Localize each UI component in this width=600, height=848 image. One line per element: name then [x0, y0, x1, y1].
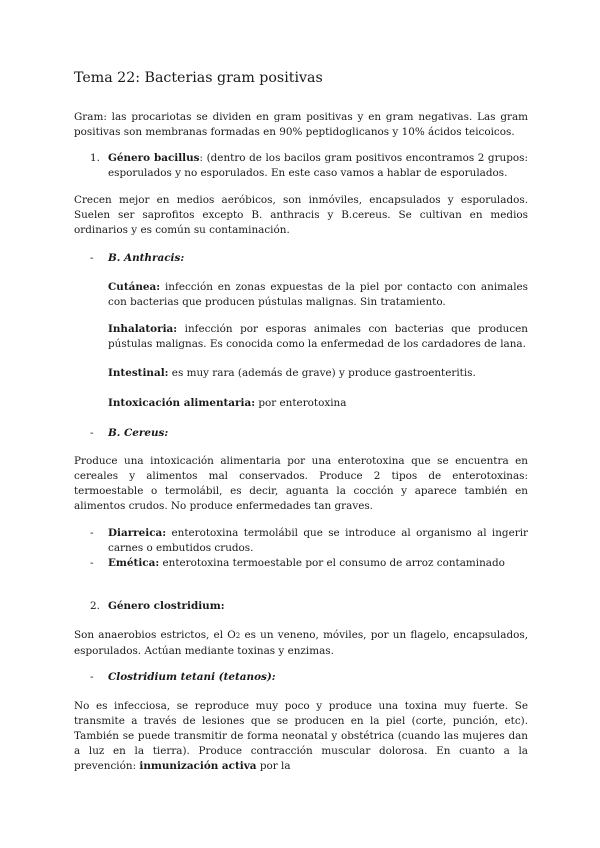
- anthracis-item-inhalatoria: [108, 322, 528, 352]
- section2-heading-line: [108, 599, 528, 614]
- tetani-text: por la: [256, 760, 291, 772]
- tetani-bold: inmunización activa: [139, 760, 257, 772]
- cereus-item-text: enterotoxina termolábil que se introduce al organismo al ingerir carnes o embutidos crudos.: [108, 527, 528, 554]
- anthracis-item-term: Inhalatoria:: [108, 323, 178, 335]
- anthracis-item-intestinal: [108, 366, 528, 381]
- section2-number: 2.: [90, 600, 100, 612]
- cereus-item-bullet: -: [90, 527, 94, 539]
- tetani-text: No es infecciosa, se reproduce muy poco y produce una toxina muy fuerte. Se transmite a través de lesiones que se producen en la piel (corte, punción, etc). También se puede transmitir de forma neonatal y obstétrica (cuando las mujeres dan a luz en la tierra). Produce contracción muscular dolorosa. En cuanto a la prevención:: [74, 700, 528, 772]
- cereus-heading: B. Cereus:: [108, 427, 169, 439]
- cereus-heading-line: [108, 426, 528, 441]
- tetani-heading: Clostridium tetani (tetanos):: [108, 671, 276, 683]
- cereus-bullet: -: [90, 427, 94, 439]
- bacillus-general-paragraph: Crecen mejor en medios aeróbicos, son inmóviles, encapsulados y esporulados. Suelen ser saprofitos excepto B. anthracis y B.cereus. Se cultivan en medios ordinarios y es común su contaminación.: [74, 194, 528, 236]
- cereus-item-diarreica: [108, 526, 528, 556]
- anthracis-item-text: es muy rara (además de grave) y produce gastroenteritis.: [168, 367, 476, 379]
- anthracis-item-term: Intoxicación alimentaria:: [108, 397, 256, 409]
- anthracis-item-text: por enterotoxina: [255, 397, 347, 409]
- section2-text: es un veneno, móviles, por un flagelo, encapsulados, esporulados. Actúan mediante toxinas y enzimas.: [74, 629, 528, 657]
- section2-text: Son anaerobios estrictos, el O: [74, 629, 236, 641]
- anthracis-heading-line: [108, 251, 528, 266]
- cereus-item-emetica: [108, 556, 528, 571]
- oxygen-subscript: 2: [235, 632, 241, 640]
- anthracis-item-text: infección en zonas expuestas de la piel por contacto con animales con bacterias que producen pústulas malignas. Sin tratamiento.: [108, 281, 528, 308]
- section1-text: : (dentro de los bacilos gram positivos encontramos 2 grupos: esporulados y no esporulados. En este caso vamos a hablar de esporulados.: [108, 152, 528, 179]
- tetani-paragraph: [74, 699, 528, 774]
- cereus-item-text: enterotoxina termoestable por el consumo de arroz contaminado: [159, 557, 505, 569]
- intro-paragraph: Gram: las procariotas se dividen en gram positivas y en gram negativas. Las gram positivas son membranas formadas en 90% peptidoglicanos y 10% ácidos teicoicos.: [74, 111, 528, 138]
- cereus-item-term: Emética:: [108, 557, 160, 569]
- anthracis-item-cutanea: [108, 280, 528, 310]
- section1-heading: Género bacillus: [108, 152, 200, 164]
- page-title: Tema 22: Bacterias gram positivas: [74, 70, 323, 86]
- anthracis-item-text: infección por esporas animales con bacterias que producen pústulas malignas. Es conocida como la enfermedad de los cardadores de lana.: [108, 323, 528, 350]
- anthracis-item-term: Cutánea:: [108, 281, 161, 293]
- section1-number: 1.: [90, 152, 100, 164]
- cereus-paragraph: Produce una intoxicación alimentaria por una enterotoxina que se encuentra en cereales y alimentos mal conservados. Produce 2 tipos de enterotoxinas: termoestable o termolábil, es decir, aguanta la cocción y aparece también en alimentos crudos. No produce enfermedades tan graves.: [74, 455, 528, 512]
- anthracis-bullet: -: [90, 252, 94, 264]
- cereus-item-term: Diarreica:: [108, 527, 167, 539]
- section2-paragraph: [74, 628, 528, 659]
- tetani-heading-line: [108, 670, 528, 685]
- section2-heading: Género clostridium:: [108, 600, 225, 612]
- tetani-bullet: -: [90, 671, 94, 683]
- anthracis-item-term: Intestinal:: [108, 367, 169, 379]
- section1-paragraph: [108, 151, 528, 181]
- cereus-item-bullet: -: [90, 557, 94, 569]
- anthracis-item-intoxicacion: [108, 396, 528, 411]
- anthracis-heading: B. Anthracis:: [108, 252, 185, 264]
